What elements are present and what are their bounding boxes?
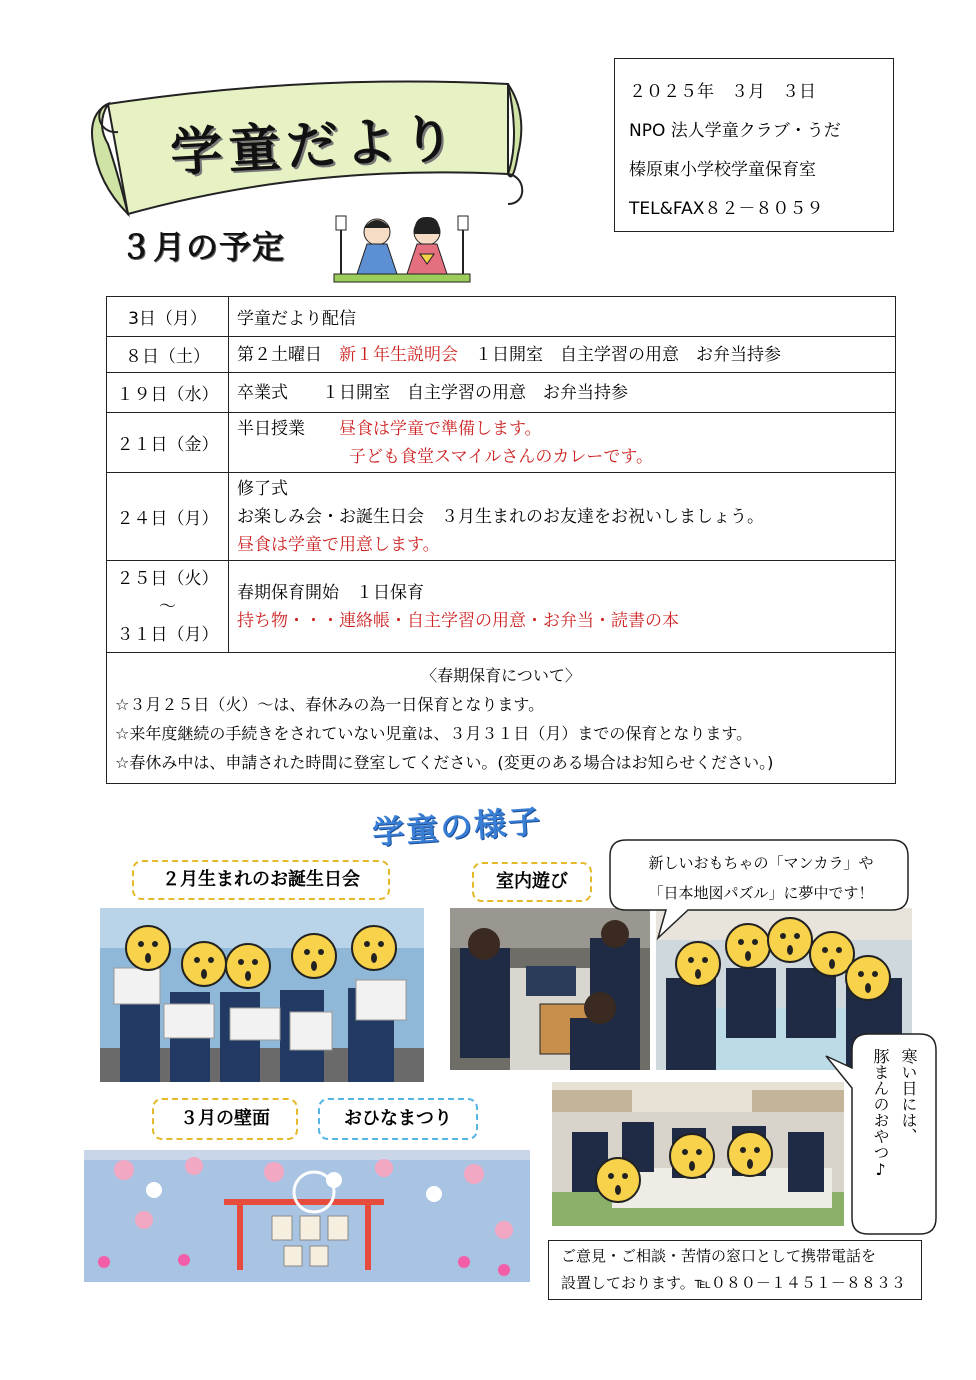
schedule-row xyxy=(107,413,896,473)
issue-date: ２０２５年 ３月 ３日 xyxy=(629,82,816,102)
detail-text: 第２土曜日 xyxy=(237,344,339,365)
birthday-photo xyxy=(100,908,424,1082)
detail-text: 学童だより配信 xyxy=(237,309,356,329)
detail-text: 半日授業 xyxy=(237,418,339,439)
bubble-line: 「日本地図パズル」に夢中です！ xyxy=(648,884,874,902)
contact-line: ご意見・ご相談・苦情の窓口として携帯電話を xyxy=(561,1247,877,1265)
spring-care-notes xyxy=(107,653,896,784)
march-wall-photo xyxy=(84,1150,530,1282)
schedule-detail xyxy=(229,337,896,373)
tag-birthday: ２月生まれのお誕生日会 xyxy=(132,860,390,900)
detail-highlight: 昼食は学童で準備します。 xyxy=(339,418,542,439)
schedule-row xyxy=(107,337,896,373)
schedule-date: ２１日（金） xyxy=(107,413,229,473)
schedule-row xyxy=(107,473,896,561)
detail-text: 修了式 xyxy=(237,478,288,499)
schedule-date: １９日（水） xyxy=(107,373,229,413)
phone-fax: TEL&FAX８２－８０５９ xyxy=(629,199,824,219)
date-start: ２５日（火） xyxy=(116,568,219,589)
schedule-row xyxy=(107,561,896,653)
detail-text: お楽しみ会・お誕生日会 ３月生まれのお友達をお祝いしましょう。 xyxy=(237,506,764,527)
detail-highlight: 持ち物・・・連絡帳・自主学習の用意・お弁当・読書の本 xyxy=(237,610,679,631)
schedule-row xyxy=(107,373,896,413)
schedule-row xyxy=(107,297,896,337)
schedule-date: ８日（土） xyxy=(107,337,229,373)
bubble-line: 新しいおもちゃの「マンカラ」や xyxy=(648,854,874,872)
date-range-mark: ～ xyxy=(159,596,176,617)
note-item: ☆３月２５日（火）～は、春休みの為一日保育となります。 xyxy=(115,695,545,714)
bubble-line: 豚まんのおやつ♪ xyxy=(871,1048,890,1179)
organization-name: NPO 法人学童クラブ・うだ xyxy=(629,121,841,141)
note-item: ☆春休み中は、申請された時間に登室してください。(変更のある場合はお知らせください。) xyxy=(115,753,774,772)
section-title: 学童の様子 xyxy=(371,802,544,852)
contact-phone: 設置しております。℡０８０－１４５１－８８３３ xyxy=(561,1274,906,1292)
schedule-detail xyxy=(229,413,896,473)
notes-heading: 〈春期保育について〉 xyxy=(421,666,581,685)
bubble-line: 寒い日には、 xyxy=(899,1048,918,1144)
snack-bubble-text xyxy=(862,1048,922,1228)
schedule-detail xyxy=(229,297,896,337)
detail-highlight: 新１年生説明会 xyxy=(339,344,458,365)
newsletter-title: 学童だより xyxy=(168,108,462,184)
note-item: ☆来年度継続の手続きをされていない児童は、３月３１日（月）までの保育となります。 xyxy=(115,724,753,743)
hina-dolls-icon xyxy=(332,212,472,284)
date-end: ３１日（月） xyxy=(116,624,219,645)
detail-highlight: 昼食は学童で用意します。 xyxy=(237,534,440,555)
schedule-date: ２４日（月） xyxy=(107,473,229,561)
detail-text: 春期保育開始 １日保育 xyxy=(237,582,424,603)
tag-march-wall: ３月の壁面 xyxy=(152,1098,298,1140)
schedule-detail xyxy=(229,373,896,413)
schedule-date: 3日（月） xyxy=(107,297,229,337)
detail-text: １日開室 自主学習の用意 お弁当持参 xyxy=(458,344,781,365)
schedule-date xyxy=(107,561,229,653)
notes-row xyxy=(107,653,896,784)
school-name: 榛原東小学校学童保育室 xyxy=(629,160,816,180)
info-box xyxy=(614,58,894,232)
toys-bubble-text xyxy=(626,848,896,908)
schedule-detail xyxy=(229,561,896,653)
detail-highlight: 子ども食堂スマイルさんのカレーです。 xyxy=(349,446,653,467)
schedule-table xyxy=(106,296,896,784)
schedule-title: ３月の予定 xyxy=(120,228,286,266)
tag-indoor-play: 室内遊び xyxy=(472,862,592,902)
snack-photo xyxy=(552,1082,844,1226)
schedule-detail xyxy=(229,473,896,561)
detail-text: 卒業式 １日開室 自主学習の用意 お弁当持参 xyxy=(237,382,628,403)
tag-hinamatsuri: おひなまつり xyxy=(318,1098,478,1140)
contact-box xyxy=(548,1240,922,1300)
